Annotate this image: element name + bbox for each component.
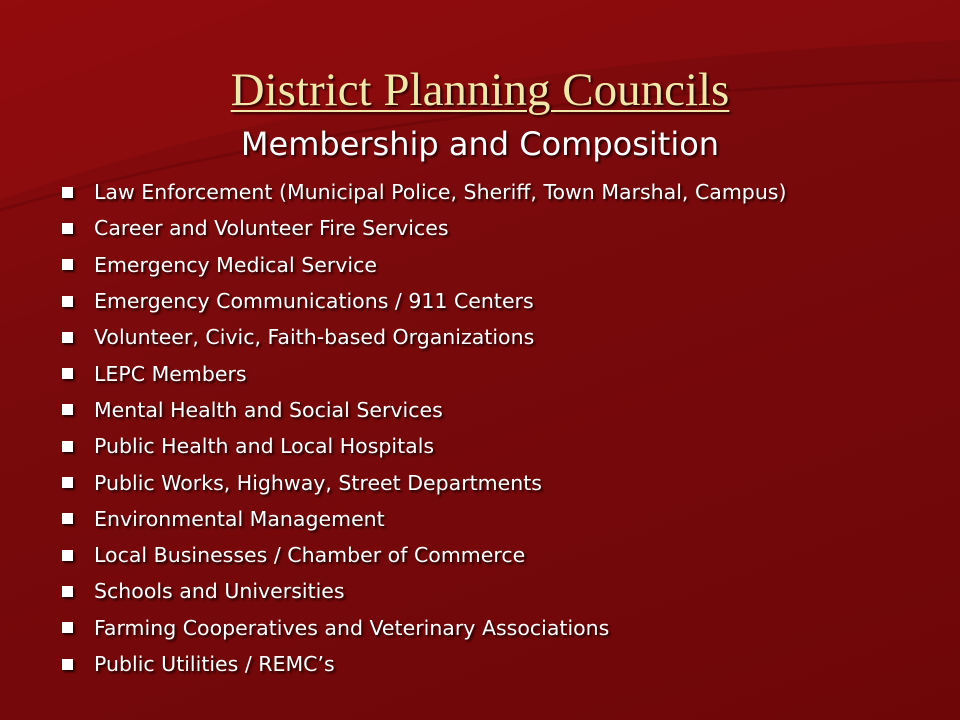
list-item	[60, 610, 787, 646]
list-item	[60, 355, 787, 391]
list-item-text: Law Enforcement (Municipal Police, Sheriff, Town Marshal, Campus)	[94, 180, 787, 205]
list-item-text: Career and Volunteer Fire Services	[94, 216, 449, 241]
square-bullet-icon	[62, 477, 73, 488]
square-bullet-icon	[62, 187, 73, 198]
list-item-text: Mental Health and Social Services	[94, 397, 443, 422]
list-item-text: Schools and Universities	[94, 579, 345, 604]
list-item	[60, 174, 787, 210]
square-bullet-icon	[62, 659, 73, 670]
square-bullet-icon	[62, 404, 73, 415]
list-item	[60, 283, 787, 319]
square-bullet-icon	[62, 550, 73, 561]
list-item-text: Volunteer, Civic, Faith-based Organizations	[94, 325, 535, 350]
list-item-text: Emergency Communications / 911 Centers	[94, 289, 534, 314]
list-item	[60, 573, 787, 609]
square-bullet-icon	[62, 296, 73, 307]
square-bullet-icon	[62, 441, 73, 452]
bullet-list	[60, 174, 787, 682]
list-item-text: Environmental Management	[94, 506, 385, 531]
list-item-text: Public Health and Local Hospitals	[94, 434, 435, 459]
square-bullet-icon	[62, 622, 73, 633]
list-item	[60, 247, 787, 283]
list-item	[60, 428, 787, 464]
square-bullet-icon	[62, 513, 73, 524]
list-item	[60, 464, 787, 500]
square-bullet-icon	[62, 259, 73, 270]
slide-title: District Planning Councils	[230, 64, 730, 116]
list-item-text: Emergency Medical Service	[94, 252, 377, 277]
list-item-text: LEPC Members	[94, 361, 247, 386]
list-item-text: Public Works, Highway, Street Departments	[94, 470, 542, 495]
list-item	[60, 210, 787, 246]
list-item-text: Farming Cooperatives and Veterinary Associations	[94, 615, 610, 640]
slide-subtitle: Membership and Composition	[240, 125, 720, 163]
list-item	[60, 501, 787, 537]
square-bullet-icon	[62, 223, 73, 234]
list-item-text: Local Businesses / Chamber of Commerce	[94, 543, 526, 568]
square-bullet-icon	[62, 586, 73, 597]
list-item	[60, 537, 787, 573]
list-item-text: Public Utilities / REMC’s	[94, 652, 335, 676]
square-bullet-icon	[62, 368, 73, 379]
list-item	[60, 646, 787, 682]
square-bullet-icon	[62, 332, 73, 343]
list-item	[60, 392, 787, 428]
list-item	[60, 319, 787, 355]
